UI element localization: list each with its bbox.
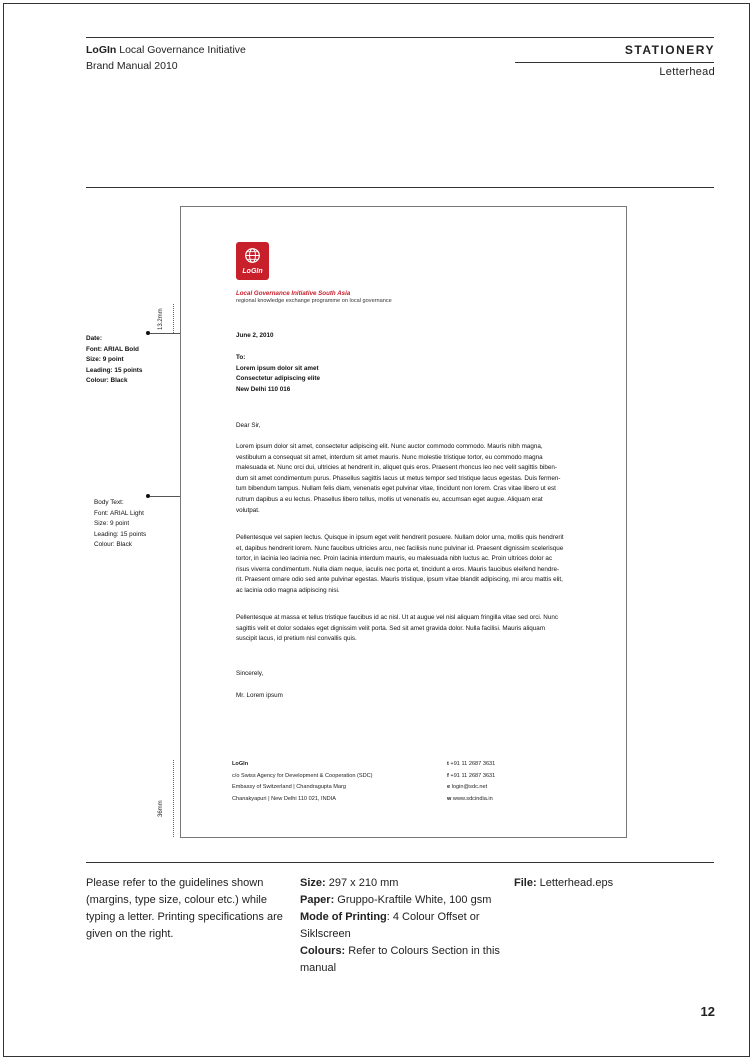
- org-name: Local Governance Initiative South Asia: [236, 290, 351, 297]
- section-rule: [515, 62, 714, 63]
- brand-title: Local Governance Initiative: [116, 44, 246, 56]
- print-specs: Size: 297 x 210 mm Paper: Gruppo-Kraftile White, 100 gsm Mode of Printing: 4 Colour Offset or Siklscreen Colours: Refer to Colours Section in this manual: [300, 877, 500, 974]
- body-paragraph-1: Lorem ipsum dolor sit amet, consectetur adipiscing elit. Nunc auctor commodo commodo. Mauris nibh magna, vestibulum a consequat sit amet, interdum sit amet mauris. Nunc molestie tristique tortor, eu commodo magna malesuada et. Nunc orci dui, ultricies at hendrerit in, aliquet quis eros. Praesent rhoncus leo nec velit sagittis biben- dum sit amet condimentum purus. Phasellus sagittis lacus ut metus tempor sed tristique lacus egestas. Duis fermen- tum bibendum tampus. Nullam felis diam, venenatis eget pulvinar vitae, tincidunt non lorem. Cras vitae libero ut est rutrum dapibus a eu lectus. Phasellus libero tellus, mollis ut venenatis eu, accumsan eget augue. Aliquam erat volutpat.: [236, 443, 561, 514]
- letter-footer-contacts: t +91 11 2687 3631 f +91 11 2687 3631 e login@sdc.net w www.sdcindia.in: [447, 761, 496, 802]
- header-top-rule: [86, 37, 714, 38]
- file-spec: File: Letterhead.eps: [514, 877, 614, 889]
- letterhead-sample: [180, 206, 627, 838]
- recipient-block: To: Lorem ipsum dolor sit amet Consectetur adipiscing elite New Delhi 110 016: [236, 354, 320, 393]
- globe-icon: [244, 247, 261, 264]
- header-brand: [86, 42, 246, 74]
- page-number: 12: [700, 1004, 715, 1019]
- bottom-margin-guide: [173, 760, 174, 837]
- login-logo: [236, 242, 269, 280]
- guideline-note: Please refer to the guidelines shown (margins, type size, colour etc.) while typing a letter. Printing specifications are given on the right.: [86, 877, 283, 940]
- specs-top-rule: [86, 862, 714, 863]
- bottom-margin-label: 36mm: [158, 800, 164, 817]
- date-pointer-line: [150, 333, 180, 334]
- date-spec: Date: Font: ARIAL Bold Size: 9 point Leading: 15 points Colour: Black: [86, 335, 143, 384]
- body-paragraph-3: Pellentesque at massa et tellus tristique faucibus id ac nisl. Ut at augue vel nisl aliquam fringilla vitae sed orci. Nunc sagittis velit et dolor sodales eget dignissim velit porta. Sed sit amet gravida dolor. Nulla facilisi. Mauris aliquam suscipit lacus, id pretium nisl convallis quis.: [236, 614, 559, 643]
- logo-wordmark: LoGIn: [242, 268, 263, 275]
- top-margin-label: 13.2mm: [158, 308, 164, 330]
- closing: Sincerely,: [236, 670, 264, 677]
- body-text-spec: Body Text: Font: ARIAL Light Size: 9 point Leading: 15 points Colour: Black: [94, 499, 147, 548]
- org-tagline: regional knowledge exchange programme on local governance: [236, 298, 392, 304]
- signature: Mr. Lorem ipsum: [236, 692, 283, 699]
- salutation: Dear Sir,: [236, 422, 261, 429]
- subsection-title: Letterhead: [659, 66, 715, 78]
- manual-title: Brand Manual 2010: [86, 60, 178, 72]
- section-title: STATIONERY: [624, 43, 715, 57]
- letter-footer-address: LoGIn c/o Swiss Agency for Development & Cooperation (SDC) Embassy of Switzerland | Chandragupta Marg Chanakyapuri | New Delhi 110 021, INDIA: [232, 761, 373, 802]
- brand-name: LoGIn: [86, 44, 117, 56]
- letter-date: June 2, 2010: [236, 332, 274, 339]
- top-margin-guide: [173, 304, 174, 333]
- content-top-rule: [86, 187, 714, 188]
- body-paragraph-2: Pellentesque vel sapien lectus. Quisque in ipsum eget velit hendrerit posuere. Nullam dolor urna, mollis quis hendrerit et, dapibus hendrerit lorem. Nunc faucibus ultricies arcu, nec facilisis nunc pulvinar id. Praesent dignissim scelerisque tortor, in lacinia leo lacinia nec. Proin lacinia interdum mauris, eu malesuada nibh luctus ac. Proin ultrices dolor ac risus viverra condimentum. Nulla diam neque, iaculis nec porta et, tincidunt a eros. Mauris faucibus eleifend hendre- rit. Praesent ornare odio sed ante pulvinar egestas. Mauris tristique, ipsum vitae blandit adipiscing, mi arcu mattis elit, ac lacinia odio magna adipiscing nisi.: [236, 534, 564, 594]
- body-pointer-line: [150, 496, 180, 497]
